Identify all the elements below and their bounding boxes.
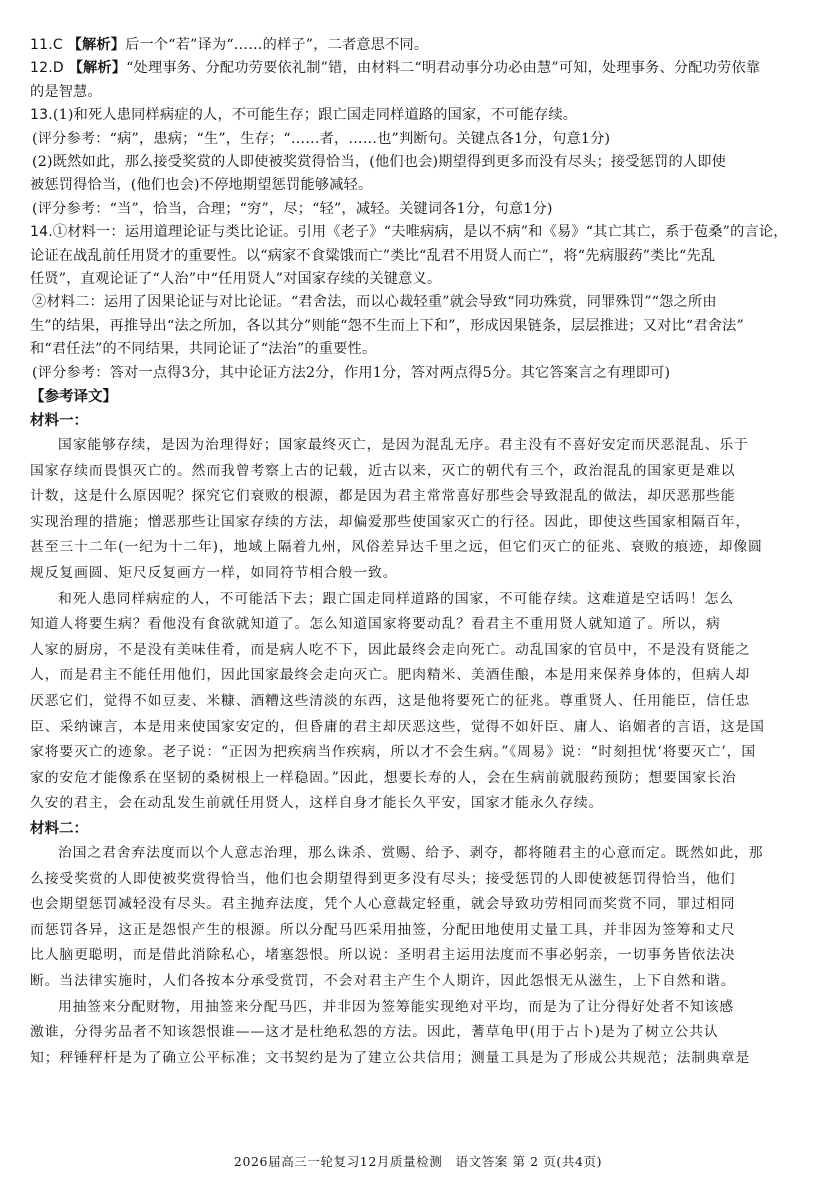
translation-line: 久安的君主，会在动乱发生前就任用贤人，这样自身才能长久平安，国家才能永久存续。 (30, 795, 604, 812)
answer-14-1-cont: 论证在战乱前任用贤才的重要性。以“病家不食粱饿而亡”类比“乱君不用贤人而亡”，将“先病服药”类比“先乱 (30, 247, 716, 264)
translation-line: 和死人患同样病症的人，不可能活下去；跟亡国走同样道路的国家，不可能存续。这难道是空话吗！怎么 (58, 590, 735, 607)
answer-text: 后一个“若”译为“……的样子”，二者意思不同。 (125, 37, 429, 53)
translation-line: 用抽签来分配财物，用抽签来分配马匹，并非因为签筹能实现绝对平均，而是为了让分得好处者不知该感 (58, 998, 735, 1015)
material-1-title: 材料一： (30, 413, 88, 430)
answer-11 (30, 34, 806, 57)
translation-line: 甚至三十二年(一纪为十二年)，地域上隔着九州，风俗差异达千里之远，但它们灭亡的征兆、衰败的痕迹，却像圆 (30, 539, 763, 556)
answer-13-2-cont: 被惩罚得恰当，(他们也会)不停地期望惩罚能够减轻。 (30, 177, 373, 194)
translation-line: 知；秤锤秤杆是为了确立公平标准；文书契约是为了建立公共信用；测量工具是为了形成公共规范；法制典章是 (30, 1049, 751, 1066)
answer-12-cont: 的是智慧。 (30, 83, 102, 100)
answer-13-1 (30, 104, 806, 127)
translation-line: 人家的厨房，不是没有美味佳肴，而是病人吃不下，因此最终会走向死亡。动乱国家的官员中，不是没有贤能之 (30, 641, 751, 658)
answer-12 (30, 57, 806, 80)
page-footer: 2026届高三一轮复习12月质量检测 语文答案 第 2 页(共4页) (233, 1154, 603, 1169)
answer-13-2: (2)既然如此，那么接受奖赏的人即使被奖赏得恰当，(他们也会)期望得到更多而没有尽头；接受惩罚的人即使 (32, 154, 726, 171)
translation-line: 实现治理的措施；憎恶那些让国家存续的方法，却偏爱那些使国家灭亡的行径。因此，即使这些国家相隔百年， (30, 513, 751, 530)
translation-line: 断。当法律实施时，人们各按本分承受赏罚，不会对君主产生个人期许，因此怨恨无从滋生，上下自然和谐。 (30, 972, 736, 989)
material-1-translation (30, 433, 806, 817)
analysis-tag: 【解析】 (67, 37, 126, 53)
translation-line: 人，而是君主不能任用他们，因此国家最终会走向灭亡。肥肉精米、美酒佳酿，本是用来保养身体的，但病人却 (30, 667, 751, 684)
analysis-tag: 【解析】 (68, 60, 127, 77)
translation-line: 治国之君舍弃法度而以个人意志治理，那么诛杀、赏赐、给予、剥夺，都将随君主的心意而定。既然如此，那 (58, 845, 764, 861)
material-2-title: 材料二： (30, 821, 88, 837)
translation-line: 而惩罚各异，这正是怨恨产生的根源。所以分配马匹采用抽签，分配田地使用丈量工具，并非因为签筹和丈尺 (30, 921, 736, 938)
answer-text: “处理事务、分配功劳要依礼制”错，由材料二“明君动事分功必由慧”可知，处理事务、分配功劳依靠 (126, 60, 761, 77)
translation-line: 激谁，分得劣品者不知该怨恨谁——这才是杜绝私怨的方法。因此，蓍草龟甲(用于占卜)是为了树立公共认 (30, 1024, 719, 1041)
answer-14-2: ②材料二：运用了因果论证与对比论证。“君舍法，而以心裁轻重”就会导致“同功殊赏，同罪殊罚”“怨之所由 (32, 294, 717, 311)
translation-line: 也会期望惩罚减轻没有尽头。君主抛弃法度，凭个人心意裁定轻重，就会导致功劳相同而奖赏不同，罪过相同 (30, 896, 736, 913)
translation-line: 家的安危才能像系在坚韧的桑树根上一样稳固。”因此，想要长寿的人，会在生病前就服药预防；想要国家长治 (30, 769, 737, 786)
translation-line: 家将要灭亡的迹象。老子说：“正因为把疾病当作疾病，所以才不会生病。”《周易》说：“时刻担忧‘将要灭亡’，国 (30, 744, 757, 761)
score-note: (评分参考：“病”，患病；“生”，生存；“……者，……也”判断句。关键点各1分，句意1分) (32, 130, 611, 147)
answer-text: ①材料一：运用道理论证与类比论证。引用《老子》“夫唯病病，是以不病”和《易》“其亡其亡，系于苞桑”的言论， (52, 224, 788, 241)
score-note: (评分参考：答对一点得3分，其中论证方法2分，作用1分，答对两点得5分。其它答案言之有理即可) (32, 364, 671, 381)
translation-line: 臣、采纳谏言，本是用来使国家安定的，但昏庸的君主却厌恶这些，觉得不如奸臣、庸人、谄媚者的言语，这是国 (30, 718, 765, 735)
translation-line: 国家能够存续，是因为治理得好；国家最终灭亡，是因为混乱无序。君主没有不喜好安定而厌恶混乱、乐于 (58, 437, 749, 454)
translation-line: 比人脑更聪明，而是借此消除私心，堵塞怨恨。所以说：圣明君主运用法度而不事必躬亲，一切事务皆依法决 (30, 947, 736, 964)
translation-line: 计数，这是什么原因呢？探究它们衰败的根源，都是因为君主常常喜好那些会导致混乱的做法，却厌恶那些能 (30, 488, 736, 505)
question-number: 11.C (30, 37, 63, 53)
question-number: 14. (30, 224, 53, 241)
translation-heading: 【参考译文】 (30, 389, 117, 406)
translation-line: 知道人将要生病？看他没有食欲就知道了。怎么知道国家将要动乱？看君主不重用贤人就知道了。所以，病 (30, 616, 721, 633)
question-number: 12.D (30, 60, 64, 77)
answer-14-2-cont: 和“君任法”的不同结果，共同论证了“法治”的重要性。 (30, 341, 377, 358)
translation-line: 规反复画圆、矩尺反复画方一样，如同符节相合般一致。 (30, 565, 398, 582)
translation-line: 厌恶它们，觉得不如豆麦、米糠、酒糟这些清淡的东西，这是他将要死亡的征兆。尊重贤人、任用能臣，信任忠 (30, 693, 751, 710)
answer-14-1-cont: 任贤”，直观论证了“人治”中“任用贤人”对国家存续的关键意义。 (30, 271, 442, 288)
translation-line: 国家存续而畏惧灭亡的。然而我曾考察上古的记载，近古以来，灭亡的朝代有三个，政治混乱的国家更是难以 (30, 462, 736, 479)
score-note: (评分参考：“当”，恰当，合理；“穷”，尽；“轻”，减轻。关键词各1分，句意1分) (32, 200, 553, 217)
translation-line: 么接受奖赏的人即使被奖赏得恰当，他们也会期望得到更多没有尽头；接受惩罚的人即使被惩罚得恰当，他们 (30, 870, 736, 887)
question-number: 13. (30, 107, 53, 124)
answer-14-1 (30, 221, 806, 244)
material-2-translation (30, 841, 806, 1071)
answer-text: (1)和死人患同样病症的人，不可能生存；跟亡国走同样道路的国家，不可能存续。 (52, 107, 578, 124)
answer-14-2-cont: 生”的结果，再推导出“法之所加，各以其分”则能“怨不生而上下和”，形成因果链条，层层推进；又对比“君舍法” (30, 317, 744, 334)
